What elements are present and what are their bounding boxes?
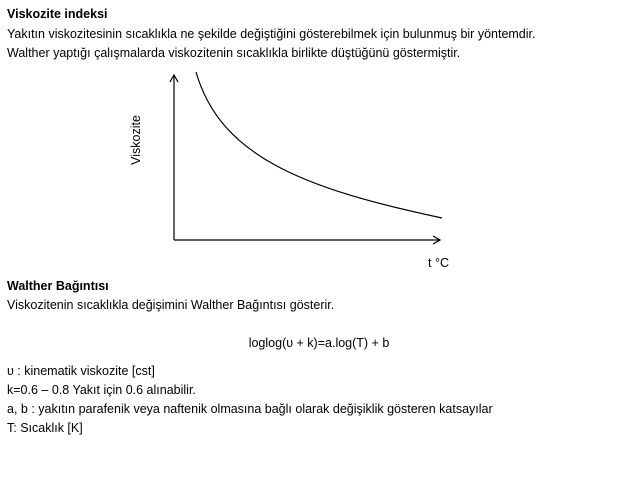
walther-formula: loglog(υ + k)=a.log(T) + b: [248, 336, 390, 350]
definition-a-b: a, b : yakıtın parafenik veya naftenik olmasına bağlı olarak değişiklik gösteren katsayılar: [7, 402, 493, 416]
section-title-viscosity-index: Viskozite indeksi: [7, 7, 108, 21]
paragraph-line-2: Walther yaptığı çalışmalarda viskozitenin sıcaklıkla birlikte düştüğünü göstermiştir.: [7, 46, 461, 60]
paragraph-line-3: Viskozitenin sıcaklıkla değişimini Walther Bağıntısı gösterir.: [7, 298, 335, 312]
section-title-walther: Walther Bağıntısı: [7, 279, 109, 293]
definition-nu: υ : kinematik viskozite [cst]: [7, 364, 155, 378]
definition-t: T: Sıcaklık [K]: [7, 421, 83, 435]
x-axis-label: t °C: [428, 256, 449, 270]
definition-k: k=0.6 – 0.8 Yakıt için 0.6 alınabilir.: [7, 383, 196, 397]
y-axis-label: Viskozite: [129, 115, 143, 165]
paragraph-line-1: Yakıtın viskozitesinin sıcaklıkla ne şekilde değiştiğini gösterebilmek için bulunmuş bir yöntemdir.: [7, 27, 536, 41]
viscosity-temperature-diagram: [130, 70, 460, 275]
viscosity-curve: [196, 72, 442, 218]
